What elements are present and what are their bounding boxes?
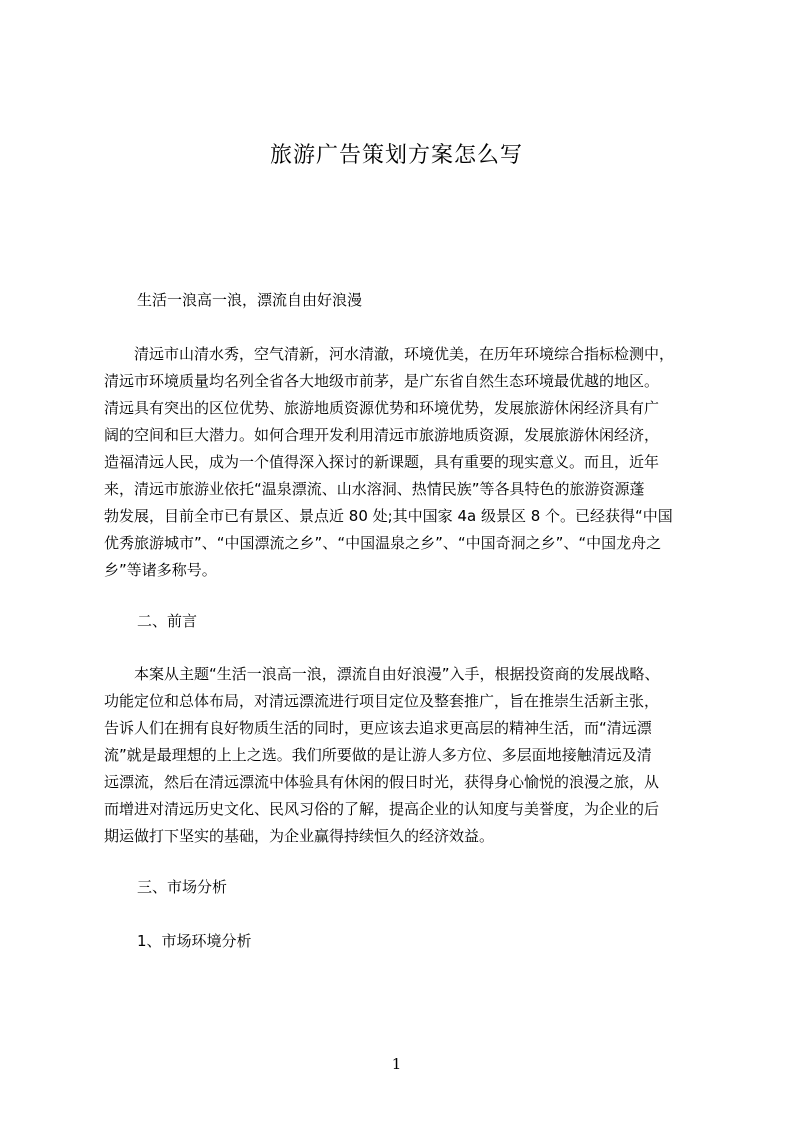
paragraph-preface [104, 661, 704, 850]
paragraph-line: 清远具有突出的区位优势、旅游地质资源优势和环境优势，发展旅游休闲经济具有广 [104, 399, 660, 417]
paragraph-line: 而增进对清远历史文化、民风习俗的了解，提高企业的认知度与美誉度，为企业的后 [104, 800, 660, 818]
paragraph-line: 乡”等诸多称号。 [104, 561, 217, 579]
document-title: 旅游广告策划方案怎么写 [269, 143, 523, 168]
paragraph-line: 优秀旅游城市”、“中国漂流之乡”、“中国温泉之乡”、“中国奇洞之乡”、“中国龙舟之 [104, 534, 662, 552]
paragraph-line: 来，清远市旅游业依托“温泉漂流、山水溶洞、热情民族”等各具特色的旅游资源蓬 [104, 480, 645, 498]
paragraph-line: 勃发展，目前全市已有景区、景点近 80 处;其中国家 4a 级景区 8 个。已经获得“中国 [104, 507, 673, 525]
section-heading-market-analysis: 三、市场分析 [137, 878, 228, 896]
subsection-heading-market-environment: 1、市场环境分析 [137, 932, 252, 950]
page-number: 1 [391, 1055, 402, 1073]
paragraph-line: 清远市山清水秀，空气清新，河水清澈，环境优美，在历年环境综合指标检测中， [104, 345, 675, 363]
paragraph-line: 造福清远人民，成为一个值得深入探讨的新课题，具有重要的现实意义。而且，近年 [104, 453, 660, 471]
paragraph-line: 阔的空间和巨大潜力。如何合理开发利用清远市旅游地质资源，发展旅游休闲经济， [104, 426, 660, 444]
paragraph-line: 告诉人们在拥有良好物质生活的同时，更应该去追求更高层的精神生活，而“清远漂 [104, 719, 652, 737]
paragraph-line: 流”就是最理想的上上之选。我们所要做的是让游人多方位、多层面地接触清远及清 [104, 746, 652, 764]
paragraph-intro [104, 341, 704, 584]
paragraph-line: 本案从主题“生活一浪高一浪，漂流自由好浪漫”入手，根据投资商的发展战略、 [104, 665, 660, 683]
subtitle-heading: 生活一浪高一浪，漂流自由好浪漫 [137, 291, 363, 309]
paragraph-line: 清远市环境质量均名列全省各大地级市前茅，是广东省自然生态环境最优越的地区。 [104, 372, 660, 390]
paragraph-line: 期运做打下坚实的基础，为企业赢得持续恒久的经济效益。 [104, 827, 495, 845]
section-heading-preface: 二、前言 [137, 612, 198, 630]
paragraph-line: 远漂流，然后在清远漂流中体验具有休闲的假日时光，获得身心愉悦的浪漫之旅，从 [104, 773, 660, 791]
paragraph-line: 功能定位和总体布局，对清远漂流进行项目定位及整套推广，旨在推崇生活新主张， [104, 692, 660, 710]
